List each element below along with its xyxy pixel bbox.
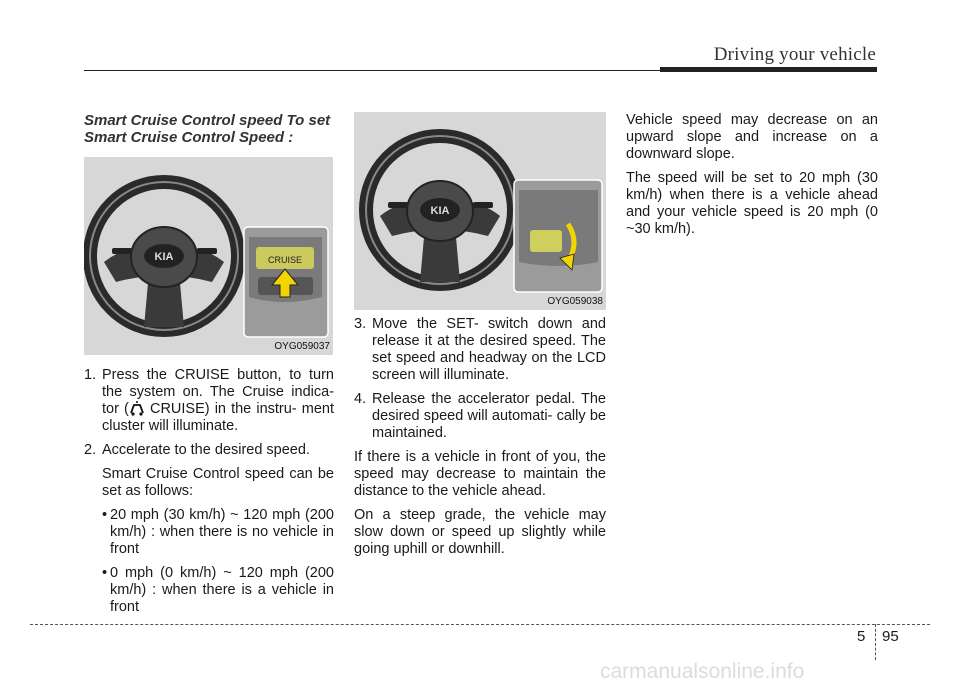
- page-number: 95: [882, 628, 899, 645]
- step-text: Release the accelerator pedal. The desired speed will automati- cally be maintained.: [372, 391, 606, 441]
- column-3-text: [626, 112, 878, 245]
- figure-code-2: OYG059038: [547, 296, 603, 307]
- steering-wheel-illustration-2: [354, 112, 606, 310]
- step-2: [84, 442, 334, 459]
- step-number: 3.: [354, 316, 367, 332]
- figure-code-1: OYG059037: [274, 341, 330, 352]
- step-text-part: CRUISE) in the instru- ment cluster will illuminate.: [102, 401, 334, 434]
- step-number: 1.: [84, 367, 97, 383]
- page-divider: [875, 624, 876, 660]
- footer-rule: [30, 624, 930, 625]
- steering-wheel-illustration-1: [84, 157, 333, 355]
- step-text: [102, 367, 334, 435]
- column-2-text: [354, 316, 606, 565]
- step-text: Move the SET- switch down and release it at the desired speed. The set speed and headway on the LCD screen will illuminate.: [372, 316, 606, 383]
- cruise-button-label: CRUISE: [267, 255, 303, 265]
- steering-wheel-figure-2: [354, 112, 606, 310]
- bullet-item: • 0 mph (0 km/h) ~ 120 mph (200 km/h) : when there is a vehicle in front: [102, 565, 334, 615]
- section-heading: Smart Cruise Control speed To set Smart Cruise Control Speed :: [84, 112, 331, 146]
- bullet-text: 20 mph (30 km/h) ~ 120 mph (200 km/h) : when there is no vehicle in front: [110, 507, 334, 557]
- bullet-text: 0 mph (0 km/h) ~ 120 mph (200 km/h) : when there is a vehicle in front: [110, 565, 334, 615]
- step-1: [84, 367, 334, 435]
- step-text-part: Press the CRUISE button, to turn the system on. The Cruise indica- tor (: [102, 367, 334, 417]
- header-rule-thick: [660, 67, 877, 72]
- paragraph: If there is a vehicle in front of you, the speed may decrease to maintain the distance to the vehicle ahead.: [354, 449, 606, 499]
- paragraph: The speed will be set to 20 mph (30 km/h) when there is a vehicle ahead and your vehicle speed is 20 mph (0 ~30 km/h).: [626, 170, 878, 237]
- cruise-indicator-icon: [129, 401, 145, 416]
- header-rule-thin: [84, 70, 662, 71]
- speed-intro: Smart Cruise Control speed can be set as follows:: [102, 466, 334, 499]
- step-text: Accelerate to the desired speed.: [102, 442, 310, 458]
- section-title: Driving your vehicle: [713, 44, 876, 65]
- step-3: [354, 316, 606, 384]
- step-number: 4.: [354, 391, 367, 407]
- chapter-number: 5: [857, 628, 866, 645]
- steering-wheel-figure-1: [84, 157, 333, 355]
- bullet-item: • 20 mph (30 km/h) ~ 120 mph (200 km/h) : when there is no vehicle in front: [102, 507, 334, 557]
- step-4: [354, 391, 606, 442]
- column-1-text: [84, 367, 334, 623]
- paragraph: On a steep grade, the vehicle may slow down or speed up slightly while going uphill or downhill.: [354, 507, 606, 557]
- svg-text:KIA: KIA: [430, 205, 450, 217]
- paragraph: Vehicle speed may decrease on an upward slope and increase on a downward slope.: [626, 112, 878, 162]
- step-number: 2.: [84, 442, 97, 458]
- watermark: carmanualsonline.info: [600, 660, 805, 683]
- set-switch-highlight: [530, 230, 562, 252]
- svg-text:KIA: KIA: [154, 251, 174, 263]
